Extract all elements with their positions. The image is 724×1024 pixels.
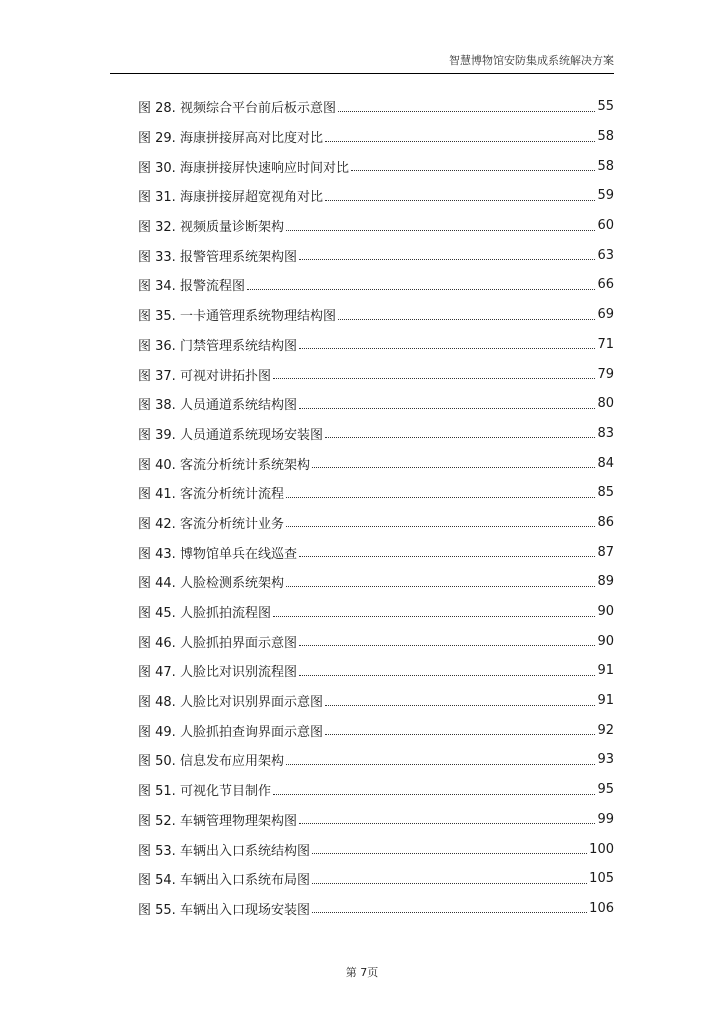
- toc-entry[interactable]: [138, 537, 614, 567]
- toc-entry-page: 90: [597, 604, 614, 620]
- toc-entry[interactable]: [138, 151, 614, 181]
- toc-entry-page: 105: [589, 871, 614, 887]
- toc-entry[interactable]: [138, 270, 614, 300]
- toc-entry[interactable]: [138, 626, 614, 656]
- toc-entry[interactable]: [138, 122, 614, 152]
- toc-entry-label: 图 30. 海康拼接屏快速响应时间对比: [138, 160, 349, 176]
- dot-leader: [299, 258, 596, 260]
- toc-entry-label: 图 38. 人员通道系统结构图: [138, 398, 297, 414]
- toc-entry-label: 图 51. 可视化节目制作: [138, 784, 271, 800]
- toc-entry-label: 图 28. 视频综合平台前后板示意图: [138, 101, 336, 117]
- dot-leader: [325, 733, 596, 735]
- dot-leader: [273, 377, 596, 379]
- toc-entry[interactable]: [138, 775, 614, 805]
- toc-entry-page: 92: [597, 722, 614, 738]
- toc-entry-label: 图 34. 报警流程图: [138, 279, 245, 295]
- dot-leader: [286, 229, 596, 231]
- toc-entry-page: 91: [597, 693, 614, 709]
- toc-entry[interactable]: [138, 745, 614, 775]
- toc-entry[interactable]: [138, 330, 614, 360]
- toc-entry-page: 71: [597, 336, 614, 352]
- dot-leader: [299, 644, 596, 646]
- dot-leader: [286, 525, 596, 527]
- toc-entry-page: 95: [597, 782, 614, 798]
- toc-entry-page: 66: [597, 277, 614, 293]
- toc-entry[interactable]: [138, 389, 614, 419]
- toc-entry-page: 80: [597, 396, 614, 412]
- dot-leader: [286, 763, 596, 765]
- toc-entry[interactable]: [138, 686, 614, 716]
- toc-entry[interactable]: [138, 478, 614, 508]
- toc-entry-label: 图 33. 报警管理系统架构图: [138, 249, 297, 265]
- toc-entry-page: 58: [597, 129, 614, 145]
- toc-entry[interactable]: [138, 211, 614, 241]
- dot-leader: [338, 110, 596, 112]
- dot-leader: [325, 436, 596, 438]
- dot-leader: [299, 822, 596, 824]
- toc-entry-label: 图 55. 车辆出入口现场安装图: [138, 902, 310, 918]
- toc-entry-label: 图 49. 人脸抓拍查询界面示意图: [138, 724, 323, 740]
- dot-leader: [312, 852, 587, 854]
- toc-entry[interactable]: [138, 715, 614, 745]
- toc-entry[interactable]: [138, 419, 614, 449]
- toc-entry[interactable]: [138, 240, 614, 270]
- toc-entry-label: 图 37. 可视对讲拓扑图: [138, 368, 271, 384]
- dot-leader: [273, 615, 596, 617]
- toc-entry[interactable]: [138, 567, 614, 597]
- dot-leader: [325, 140, 596, 142]
- toc-entry-page: 90: [597, 633, 614, 649]
- figure-list: [138, 92, 614, 923]
- toc-entry-label: 图 36. 门禁管理系统结构图: [138, 338, 297, 354]
- page-number: 第 7页: [345, 966, 379, 979]
- toc-entry[interactable]: [138, 300, 614, 330]
- dot-leader: [299, 407, 596, 409]
- toc-entry-label: 图 32. 视频质量诊断架构: [138, 220, 284, 236]
- toc-entry[interactable]: [138, 656, 614, 686]
- toc-entry[interactable]: [138, 181, 614, 211]
- dot-leader: [299, 674, 596, 676]
- toc-entry-label: 图 50. 信息发布应用架构: [138, 754, 284, 770]
- toc-entry[interactable]: [138, 834, 614, 864]
- toc-entry-page: 59: [597, 188, 614, 204]
- dot-leader: [299, 347, 596, 349]
- toc-entry[interactable]: [138, 597, 614, 627]
- toc-entry[interactable]: [138, 92, 614, 122]
- toc-entry-page: 93: [597, 752, 614, 768]
- toc-entry[interactable]: [138, 864, 614, 894]
- toc-entry-page: 91: [597, 663, 614, 679]
- toc-entry-page: 58: [597, 158, 614, 174]
- toc-entry-page: 63: [597, 247, 614, 263]
- dot-leader: [286, 496, 596, 498]
- toc-entry[interactable]: [138, 805, 614, 835]
- header-rule: [110, 73, 614, 74]
- dot-leader: [312, 882, 587, 884]
- toc-entry-label: 图 31. 海康拼接屏超宽视角对比: [138, 190, 323, 206]
- toc-entry-page: 84: [597, 455, 614, 471]
- toc-entry-label: 图 45. 人脸抓拍流程图: [138, 606, 271, 622]
- dot-leader: [299, 555, 596, 557]
- dot-leader: [312, 466, 596, 468]
- toc-entry-page: 89: [597, 574, 614, 590]
- dot-leader: [286, 585, 596, 587]
- dot-leader: [325, 704, 596, 706]
- toc-entry-label: 图 47. 人脸比对识别流程图: [138, 665, 297, 681]
- toc-entry-page: 60: [597, 218, 614, 234]
- toc-entry-label: 图 54. 车辆出入口系统布局图: [138, 873, 310, 889]
- toc-entry-label: 图 46. 人脸抓拍界面示意图: [138, 635, 297, 651]
- toc-entry-page: 55: [597, 99, 614, 115]
- toc-entry[interactable]: [138, 894, 614, 924]
- toc-entry-label: 图 43. 博物馆单兵在线巡查: [138, 546, 297, 562]
- toc-entry[interactable]: [138, 359, 614, 389]
- toc-entry-label: 图 48. 人脸比对识别界面示意图: [138, 695, 323, 711]
- dot-leader: [338, 318, 596, 320]
- toc-entry-label: 图 40. 客流分析统计系统架构: [138, 457, 310, 473]
- toc-entry-label: 图 29. 海康拼接屏高对比度对比: [138, 131, 323, 147]
- toc-entry[interactable]: [138, 508, 614, 538]
- toc-entry-label: 图 42. 客流分析统计业务: [138, 516, 284, 532]
- toc-entry-page: 69: [597, 307, 614, 323]
- running-header: 智慧博物馆安防集成系统解决方案: [449, 54, 614, 67]
- toc-entry-label: 图 53. 车辆出入口系统结构图: [138, 843, 310, 859]
- toc-entry-page: 83: [597, 425, 614, 441]
- dot-leader: [312, 911, 587, 913]
- toc-entry-label: 图 39. 人员通道系统现场安装图: [138, 427, 323, 443]
- toc-entry-page: 106: [589, 900, 614, 916]
- dot-leader: [247, 288, 596, 290]
- dot-leader: [325, 199, 596, 201]
- toc-entry-page: 99: [597, 811, 614, 827]
- dot-leader: [351, 169, 596, 171]
- toc-entry-page: 100: [589, 841, 614, 857]
- toc-entry-label: 图 44. 人脸检测系统架构: [138, 576, 284, 592]
- toc-entry-page: 85: [597, 485, 614, 501]
- toc-entry-label: 图 41. 客流分析统计流程: [138, 487, 284, 503]
- toc-entry-page: 87: [597, 544, 614, 560]
- dot-leader: [273, 793, 596, 795]
- toc-entry-page: 86: [597, 514, 614, 530]
- toc-entry-page: 79: [597, 366, 614, 382]
- toc-entry-label: 图 35. 一卡通管理系统物理结构图: [138, 309, 336, 325]
- toc-entry[interactable]: [138, 448, 614, 478]
- toc-entry-label: 图 52. 车辆管理物理架构图: [138, 813, 297, 829]
